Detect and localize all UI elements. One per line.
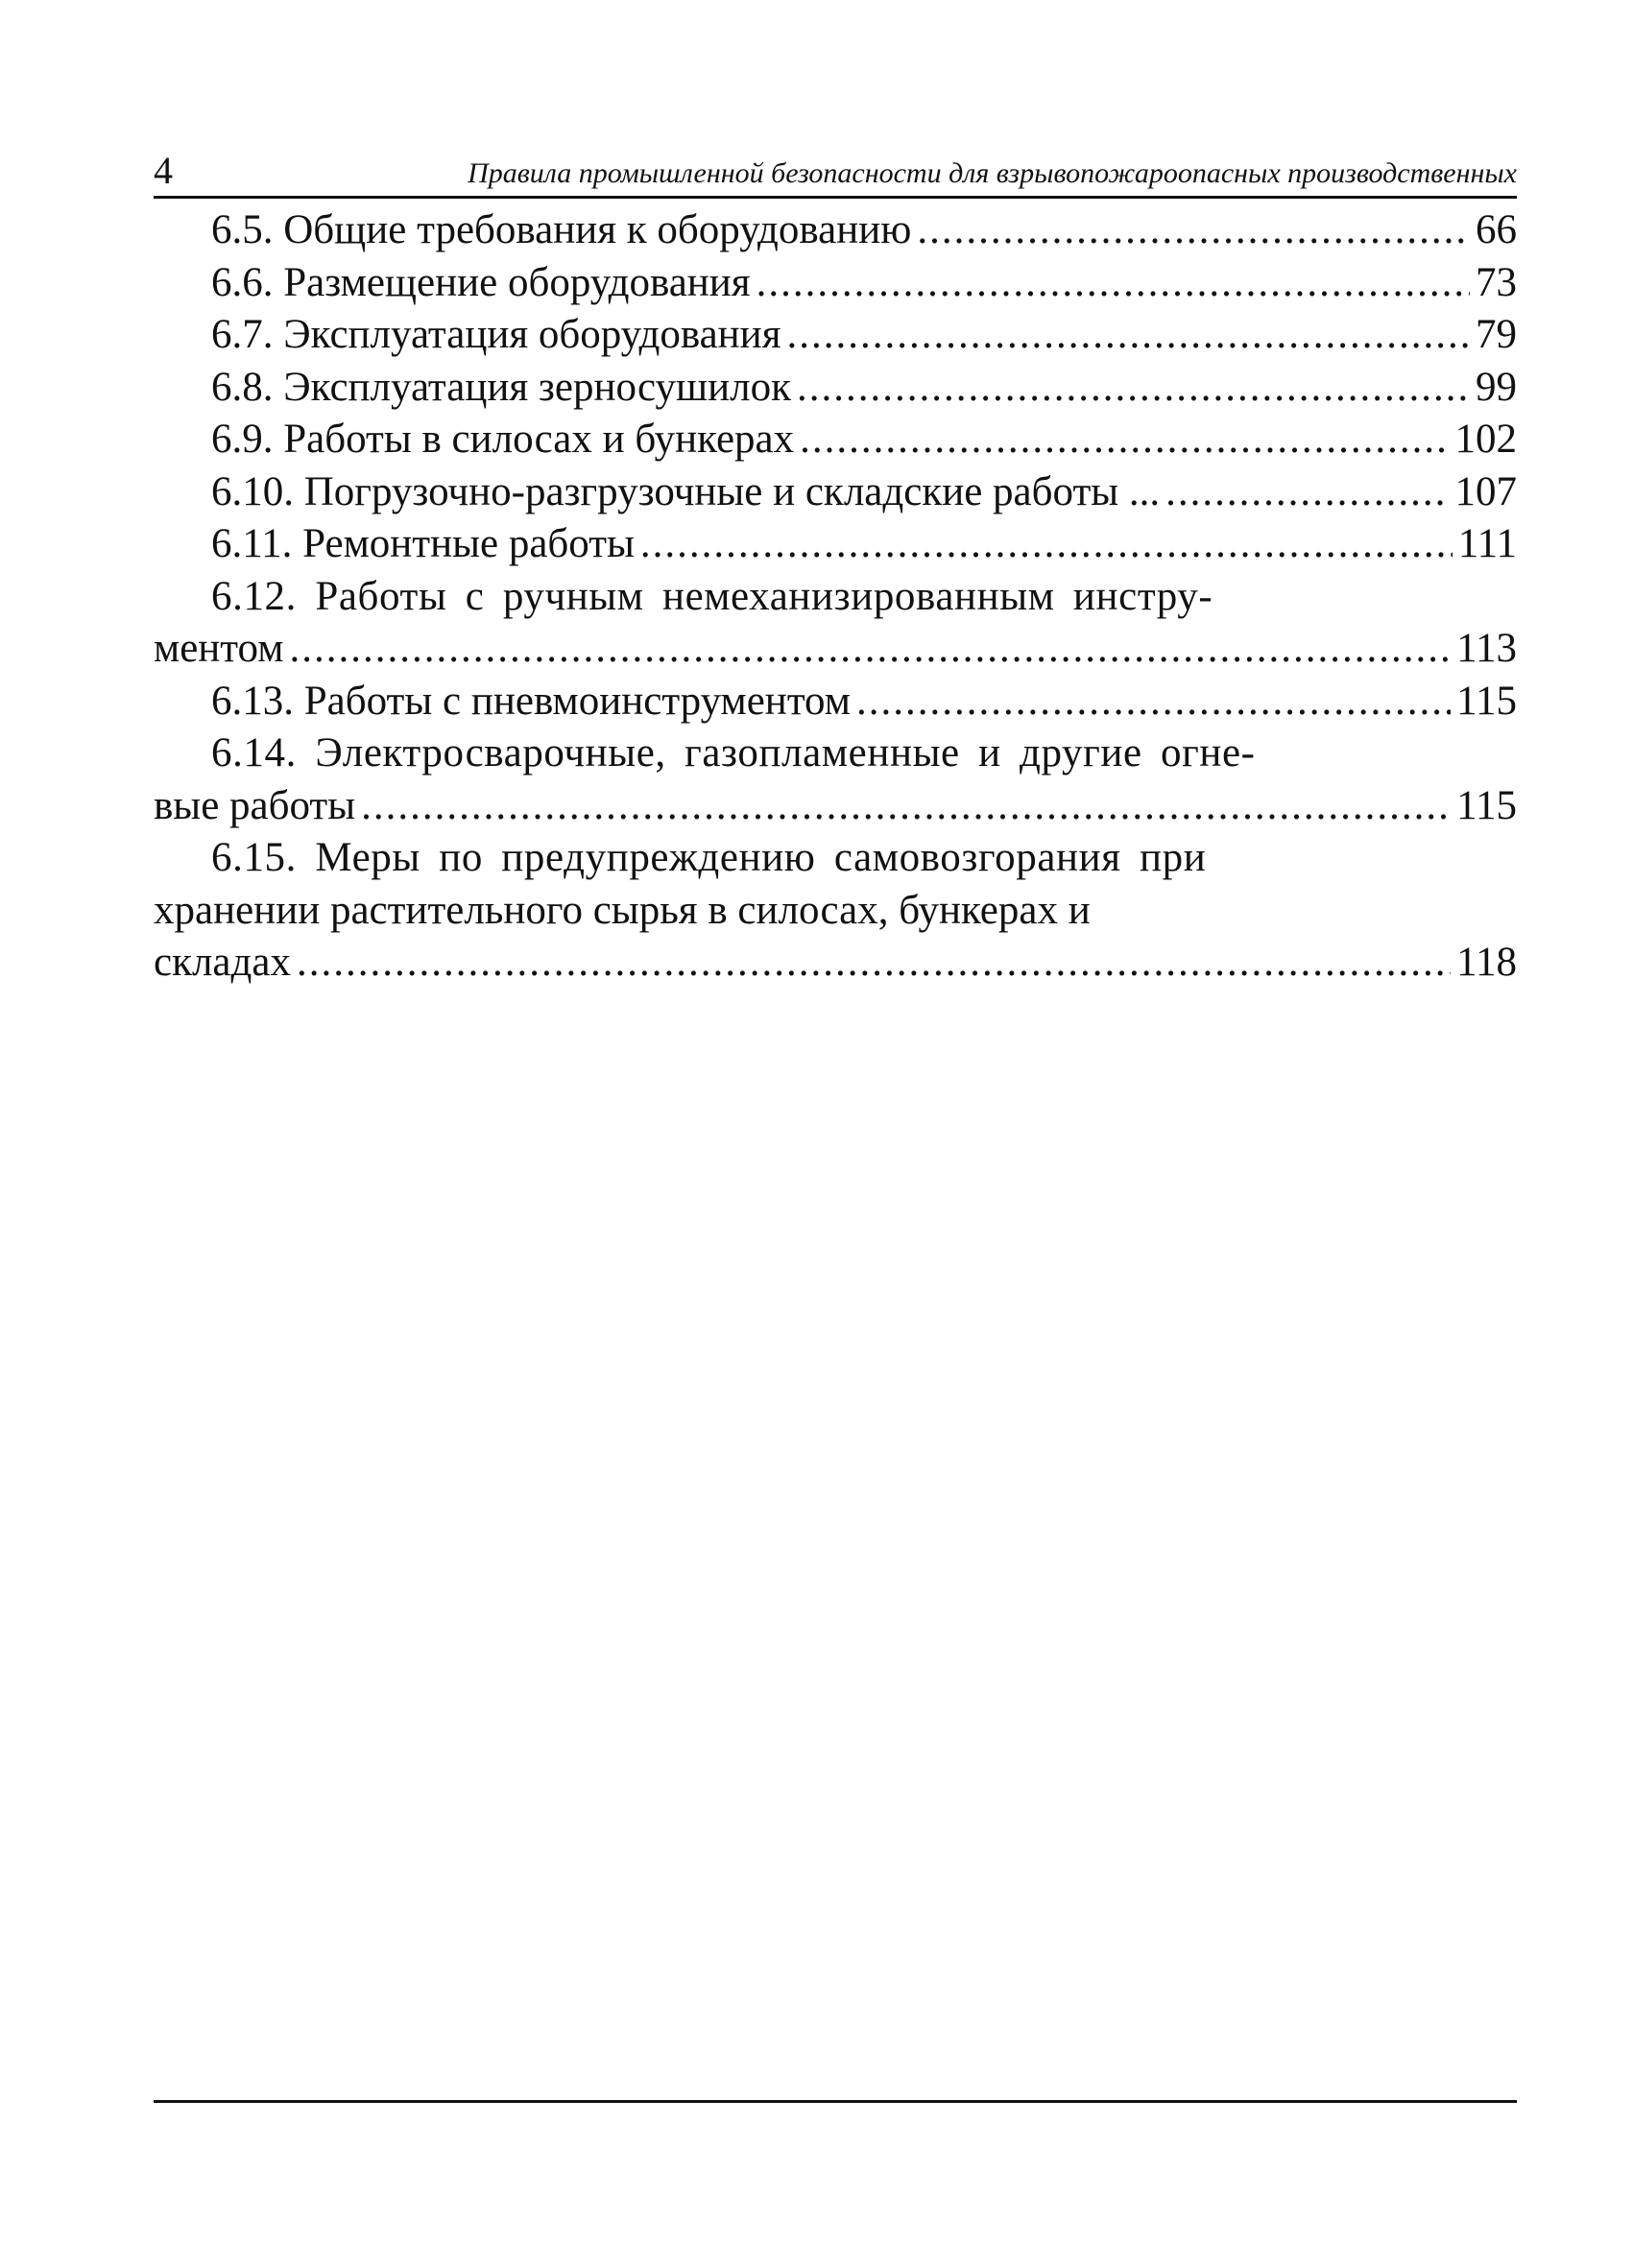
toc-dot-leader — [1165, 466, 1449, 519]
toc-entry-title: 6.5. Общие требования к оборудованию — [211, 207, 912, 252]
toc-entry — [154, 832, 1517, 990]
running-title: Правила промышленной безопасности для взрывопожароопасных производственных — [468, 157, 1517, 189]
toc-entry — [154, 362, 1517, 415]
toc-entry-title: 6.8. Эксплуатация зерносушилок — [211, 364, 792, 410]
toc-line — [154, 623, 1517, 676]
toc-line — [154, 362, 1517, 415]
toc-entry-title: 6.7. Эксплуатация оборудования — [211, 312, 781, 357]
toc-line — [154, 257, 1517, 310]
toc-line — [154, 414, 1517, 466]
toc-dot-leader — [797, 362, 1470, 415]
toc-page-number: 115 — [1456, 782, 1517, 828]
toc-dot-leader — [917, 204, 1470, 257]
toc-entry — [154, 728, 1517, 832]
toc-entry — [154, 204, 1517, 257]
running-head — [154, 144, 1517, 199]
toc-page-number: 66 — [1476, 207, 1517, 252]
toc-entry-title: 6.12. Работы с ручным немеханизированным инстру- — [211, 573, 1213, 619]
toc-page-number: 113 — [1456, 626, 1517, 671]
toc-line — [154, 204, 1517, 257]
document-page — [154, 144, 1517, 990]
toc-dot-leader — [786, 309, 1470, 362]
toc-entry-title: 6.6. Размещение оборудования — [211, 259, 751, 305]
toc-entry-title: 6.9. Работы в силосах и бункерах — [211, 417, 795, 462]
toc-entry-title: 6.13. Работы с пневмоинструментом — [211, 678, 851, 724]
toc-page-number: 99 — [1476, 364, 1517, 410]
toc-page-number: 79 — [1476, 312, 1517, 357]
toc-dot-leader — [297, 937, 1451, 990]
toc-entry — [154, 257, 1517, 310]
toc-page-number: 107 — [1454, 468, 1517, 514]
toc-entry — [154, 676, 1517, 728]
toc-entry — [154, 309, 1517, 362]
toc-entry — [154, 518, 1517, 571]
toc-line — [154, 466, 1517, 519]
toc-line — [154, 780, 1517, 833]
toc-line — [154, 309, 1517, 362]
toc-page-number: 118 — [1456, 940, 1517, 985]
toc-page-number: 115 — [1456, 678, 1517, 724]
toc-entry — [154, 414, 1517, 466]
toc-page-number: 102 — [1454, 417, 1517, 462]
bottom-rule — [154, 2100, 1517, 2103]
toc-entry — [154, 571, 1517, 676]
toc-line — [154, 937, 1517, 990]
toc-entry-title: вые работы — [154, 782, 356, 828]
toc-entry-title: 6.15. Меры по предупреждению самовозгорания при — [211, 835, 1207, 880]
toc-page-number: 73 — [1476, 259, 1517, 305]
toc-dot-leader — [640, 518, 1453, 571]
toc-dot-leader — [856, 676, 1451, 728]
toc-line — [154, 676, 1517, 728]
toc-page-number: 111 — [1457, 521, 1517, 566]
toc-dot-leader — [756, 257, 1470, 310]
toc-dot-leader — [800, 414, 1449, 466]
toc-line — [154, 518, 1517, 571]
toc-entry-title: 6.10. Погрузочно-разгрузочные и складские работы ... — [211, 468, 1161, 514]
toc-dot-leader — [289, 623, 1451, 676]
table-of-contents — [154, 204, 1517, 990]
toc-entry-title: 6.11. Ремонтные работы — [211, 521, 635, 566]
page-number: 4 — [154, 149, 173, 192]
toc-entry-title: хранении растительного сырья в силосах, бункерах и — [154, 887, 1091, 933]
toc-dot-leader — [361, 780, 1451, 833]
toc-entry-title: 6.14. Электросварочные, газопламенные и другие огне- — [211, 730, 1256, 776]
toc-entry-title: ментом — [154, 626, 284, 671]
toc-entry — [154, 466, 1517, 519]
toc-entry-title: складах — [154, 940, 291, 985]
